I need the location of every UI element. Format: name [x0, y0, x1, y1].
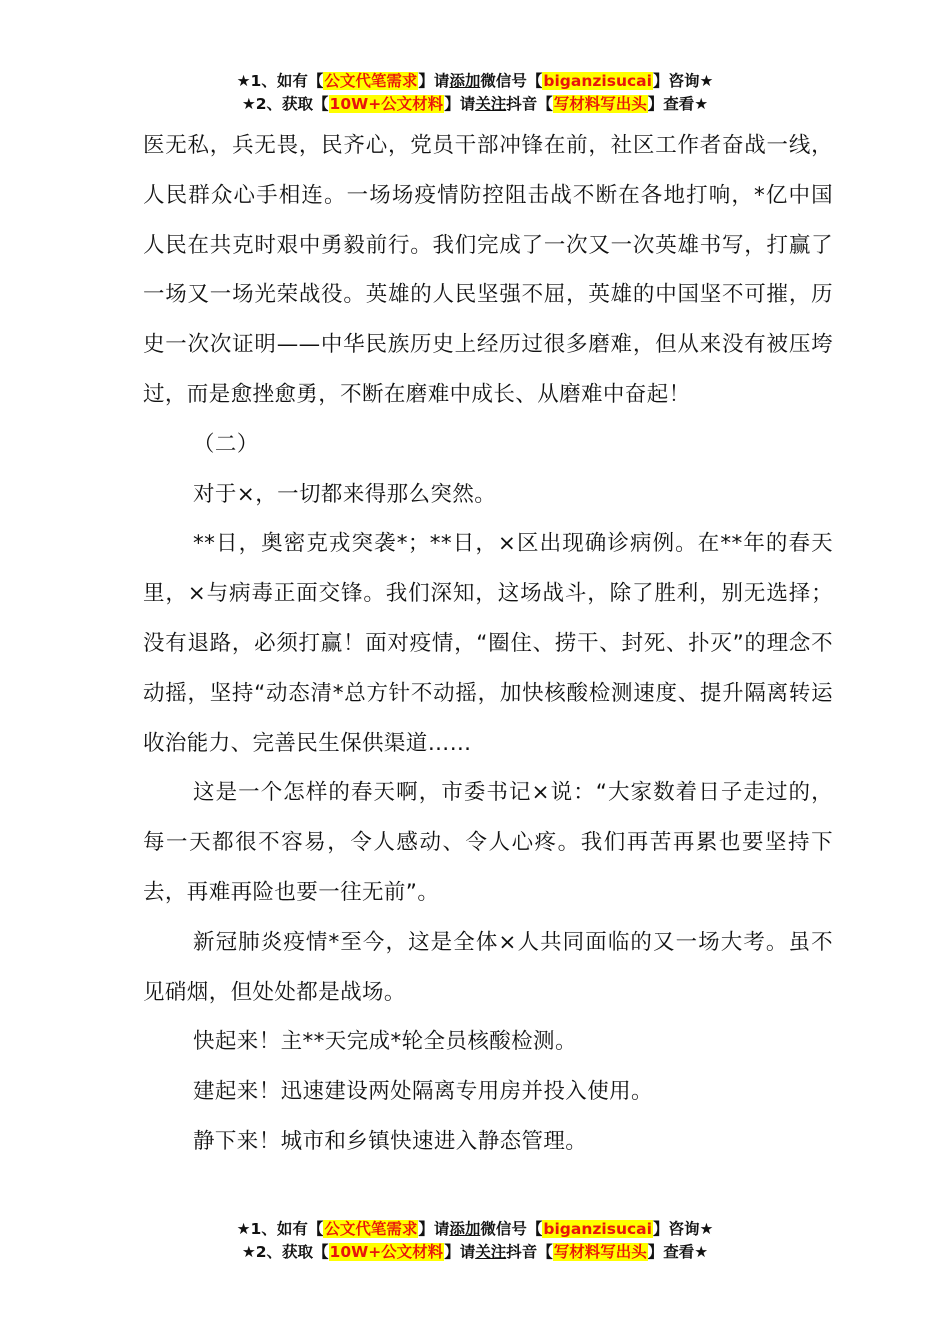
banner-text: 】咨询★	[652, 1220, 714, 1238]
paragraph-4: 这是一个怎样的春天啊，市委书记×说：“大家数着日子走过的，每一天都很不容易，令人感动、令人心疼。我们再苦再累也要坚持下去，再难再险也要一往无前”。	[143, 780, 833, 905]
banner-text: 】请	[418, 72, 450, 90]
banner-text: 抖音【	[506, 95, 553, 113]
section-heading: （二）	[193, 431, 259, 457]
paragraph-3: **日，奥密克戎突袭*；**日，×区出现确诊病例。在**年的春天里，×与病毒正面交锋。我们深知，这场战斗，除了胜利，别无选择；没有退路，必须打赢！面对疫情，“圈住、捞干、封死、扑灭”的理念不动摇，坚持“动态清*总方针不动摇，加快核酸检测速度、提升隔离转运收治能力、完善民生保供渠道……	[143, 531, 833, 756]
banner-underlined-text: 关注	[475, 1243, 507, 1261]
banner-line-1	[0, 70, 950, 93]
banner-highlight: 10W+公文材料	[329, 95, 444, 113]
banner-highlight: 公文代笔需求	[324, 1220, 418, 1238]
banner-underlined-text: 添加	[449, 1220, 481, 1238]
banner-text: 】请	[444, 1243, 476, 1261]
paragraph-8: 静下来！城市和乡镇快速进入静态管理。	[193, 1128, 588, 1154]
banner-text: 】查看★	[647, 1243, 709, 1261]
paragraph-1: 医无私，兵无畏，民齐心，党员干部冲锋在前，社区工作者奋战一线，人民群众心手相连。一场场疫情防控阻击战不断在各地打响，*亿中国人民在共克时艰中勇毅前行。我们完成了一次又一次英雄书写，打赢了一场又一场光荣战役。英雄的人民坚强不屈，英雄的中国坚不可摧，历史一次次证明——中华民族历史上经历过很多磨难，但从来没有被压垮过，而是愈挫愈勇，不断在磨难中成长、从磨难中奋起！	[143, 133, 833, 407]
paragraph-6: 快起来！主**天完成*轮全员核酸检测。	[193, 1029, 577, 1055]
banner-text: 微信号【	[480, 1220, 543, 1238]
document-body	[143, 121, 833, 1167]
banner-text: ★2、获取【	[241, 95, 329, 113]
banner-line-2	[0, 93, 950, 116]
banner-text: ★2、获取【	[241, 1243, 329, 1261]
banner-underlined-text: 关注	[475, 95, 507, 113]
banner-line-2	[0, 1241, 950, 1264]
banner-highlight: 写材料写出头	[553, 95, 647, 113]
banner-wechat-id: biganzisucai	[543, 72, 652, 90]
paragraph-7: 建起来！迅速建设两处隔离专用房并投入使用。	[193, 1079, 653, 1105]
banner-highlight: 写材料写出头	[553, 1243, 647, 1261]
banner-text: 】查看★	[647, 95, 709, 113]
banner-text: 微信号【	[480, 72, 543, 90]
footer-banner	[0, 1218, 950, 1264]
banner-line-1	[0, 1218, 950, 1241]
banner-wechat-id: biganzisucai	[543, 1220, 652, 1238]
paragraph-2: 对于×，一切都来得那么突然。	[193, 481, 497, 507]
banner-underlined-text: 添加	[449, 72, 481, 90]
banner-text: 】咨询★	[652, 72, 714, 90]
banner-text: ★1、如有【	[236, 1220, 324, 1238]
banner-highlight: 10W+公文材料	[329, 1243, 444, 1261]
banner-text: 抖音【	[506, 1243, 553, 1261]
paragraph-5: 新冠肺炎疫情*至今，这是全体×人共同面临的又一场大考。虽不见硝烟，但处处都是战场。	[143, 929, 833, 1005]
banner-text: 】请	[444, 95, 476, 113]
banner-text: 】请	[418, 1220, 450, 1238]
header-banner	[0, 70, 950, 116]
banner-text: ★1、如有【	[236, 72, 324, 90]
banner-highlight: 公文代笔需求	[324, 72, 418, 90]
